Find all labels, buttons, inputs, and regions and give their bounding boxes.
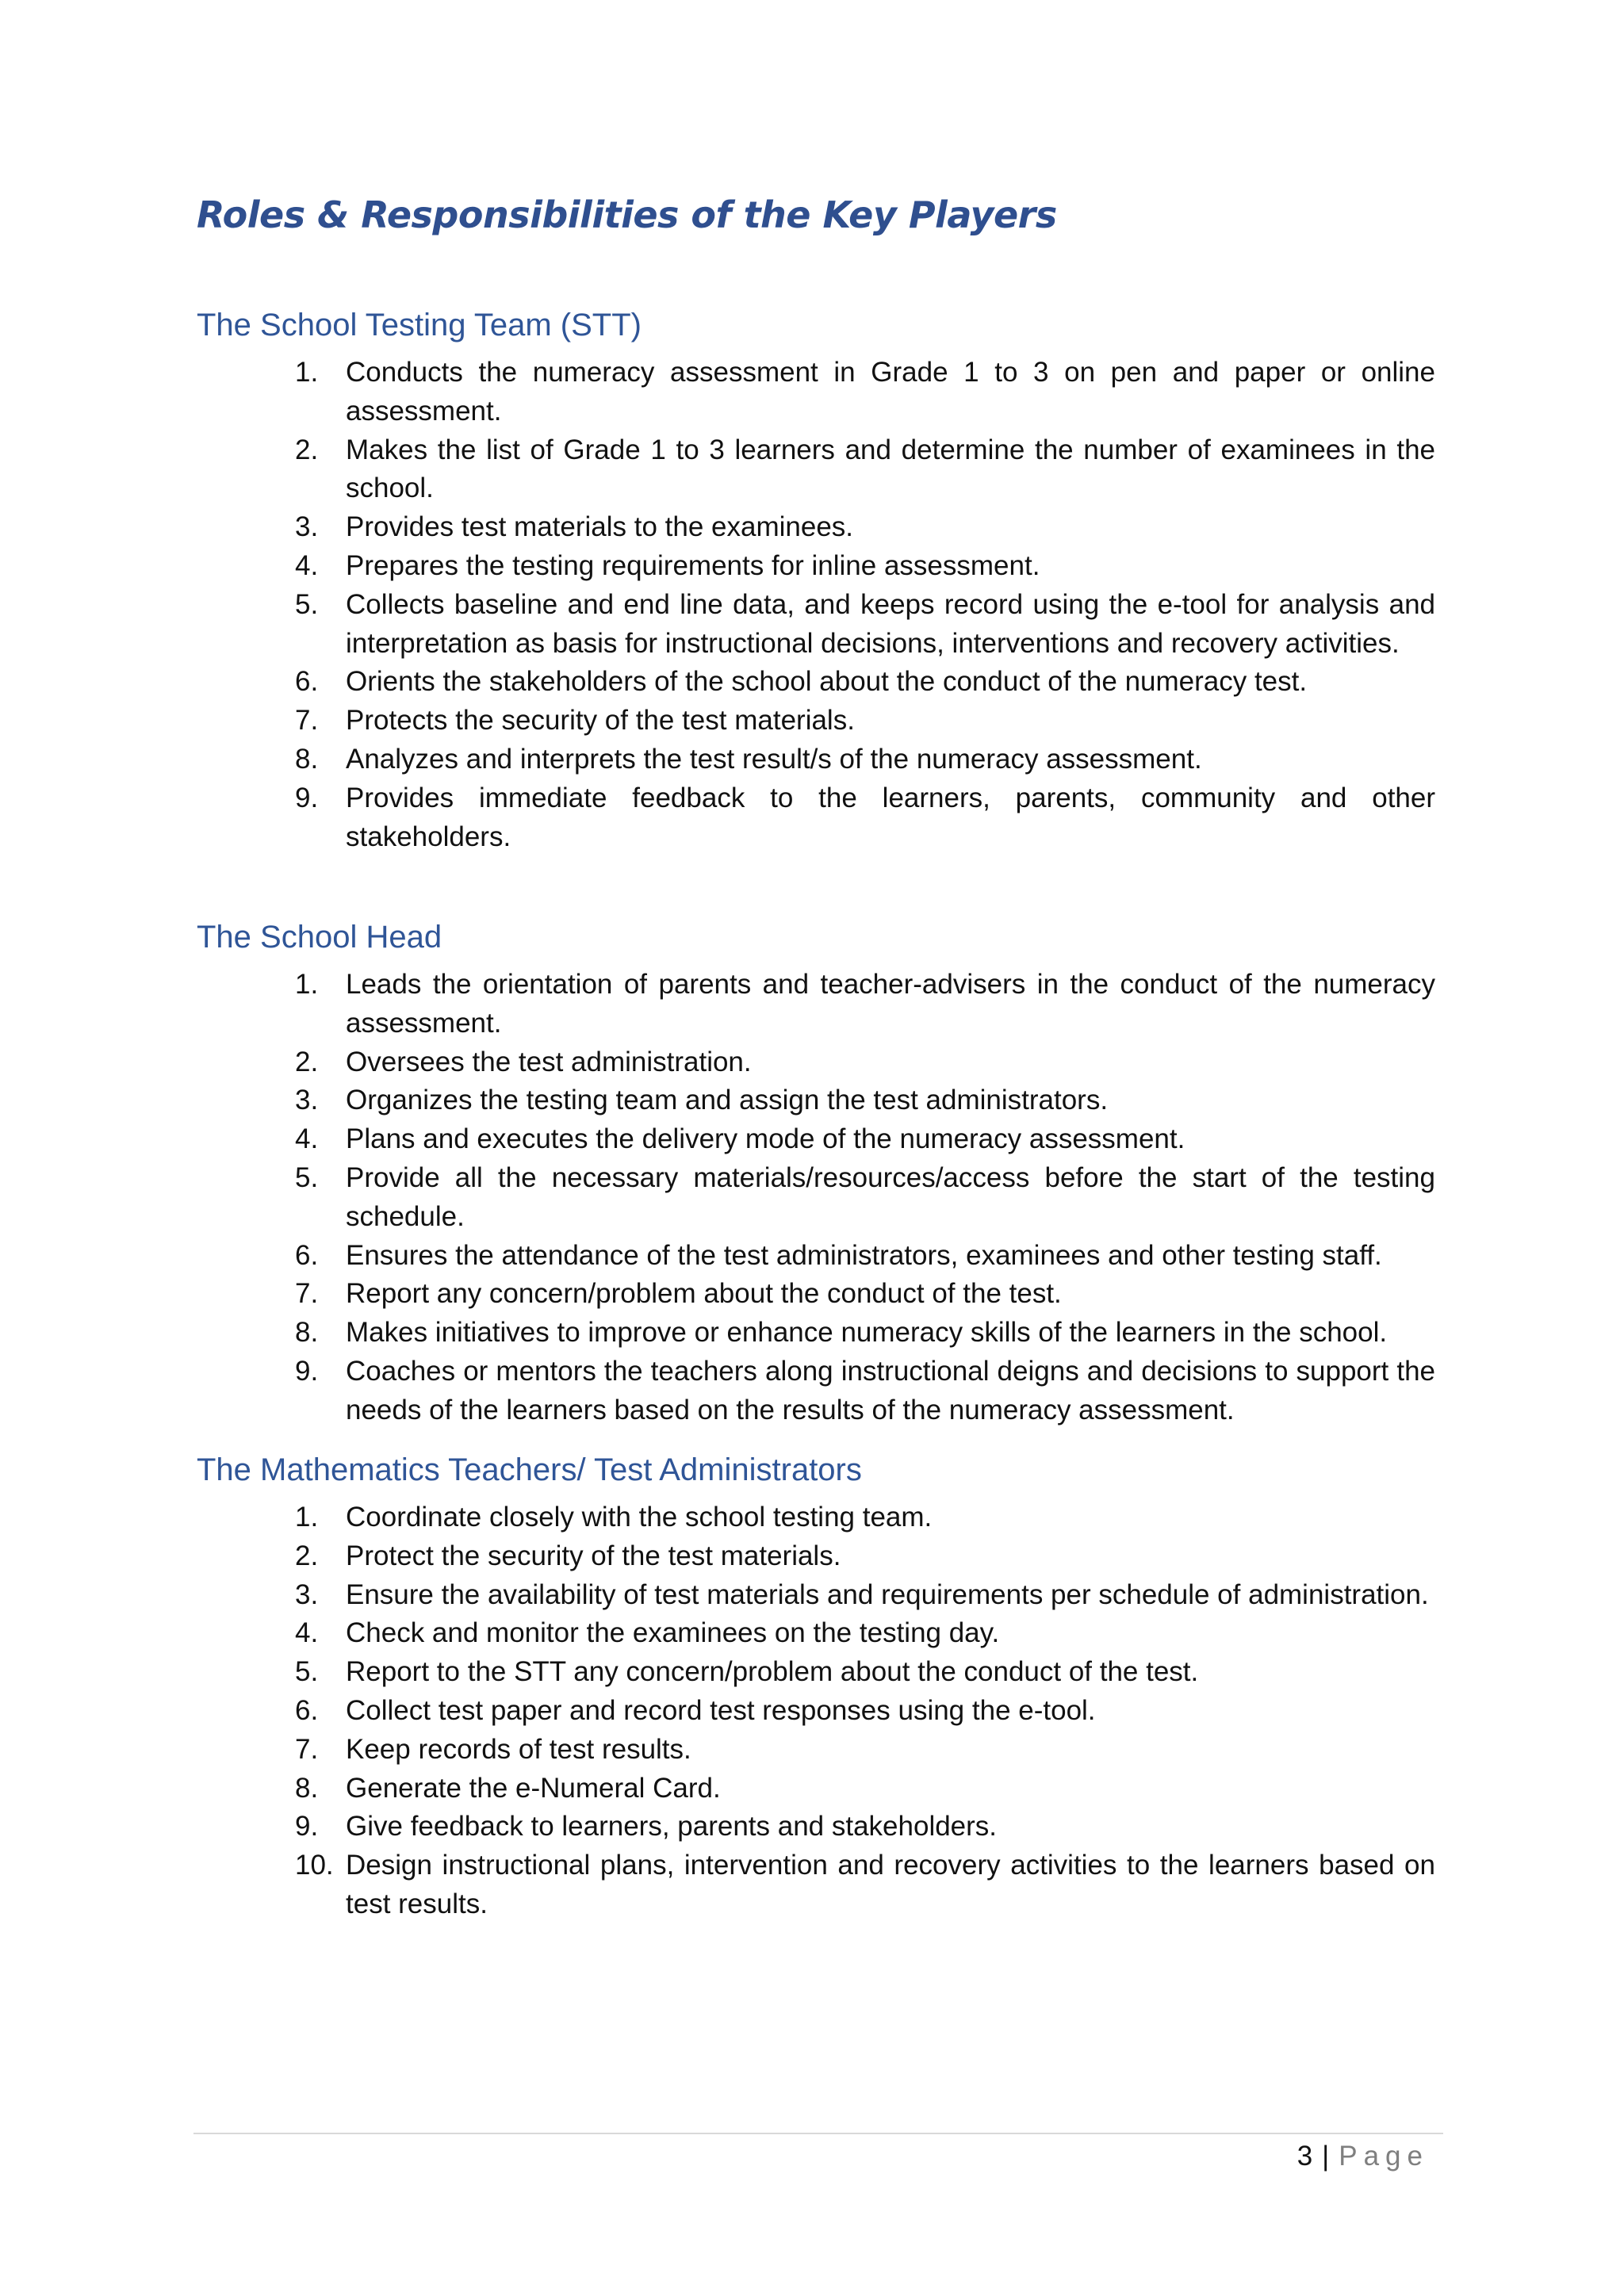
list-item <box>0 1808 1624 1846</box>
item-number: 5. <box>295 588 319 620</box>
item-text: Provides test materials to the examinees. <box>346 511 854 543</box>
section-heading: The School Head <box>197 920 442 955</box>
item-text: Collects baseline and end line data, and keeps record using the e-tool for analysis and interpretation as basis for instructional decisions, interventions and recovery activities. <box>346 588 1435 659</box>
item-number: 6. <box>295 666 319 698</box>
item-text: Coaches or mentors the teachers along instructional deigns and decisions to support the needs of the learners based on the results of the numeracy assessment. <box>346 1355 1435 1425</box>
list-item <box>0 1120 1624 1159</box>
item-text: Oversees the test administration. <box>346 1046 752 1077</box>
item-text: Ensures the attendance of the test administrators, examinees and other testing staff. <box>346 1239 1382 1271</box>
item-text: Conducts the numeracy assessment in Grade 1 to 3 on pen and paper or online assessment. <box>346 357 1435 427</box>
item-number: 9. <box>295 782 319 813</box>
item-number: 8. <box>295 743 319 775</box>
list-item <box>0 1846 1624 1924</box>
responsibility-list <box>0 1498 1624 1924</box>
page-label: Page <box>1339 2141 1429 2172</box>
item-number: 10. <box>295 1850 334 1881</box>
item-number: 7. <box>295 1278 319 1310</box>
item-number: 8. <box>295 1317 319 1349</box>
list-item <box>0 1237 1624 1276</box>
item-number: 9. <box>295 1811 319 1843</box>
item-number: 4. <box>295 549 319 581</box>
page-separator: | <box>1322 2141 1330 2172</box>
item-number: 3. <box>295 511 319 543</box>
item-text: Makes initiatives to improve or enhance numeracy skills of the learners in the school. <box>346 1317 1388 1349</box>
item-text: Generate the e-Numeral Card. <box>346 1772 721 1804</box>
list-item <box>0 1653 1624 1692</box>
item-number: 8. <box>295 1772 319 1804</box>
list-item <box>0 586 1624 664</box>
responsibility-list <box>0 966 1624 1430</box>
item-text: Protect the security of the test materials. <box>346 1540 841 1571</box>
item-number: 5. <box>295 1161 319 1193</box>
list-item <box>0 740 1624 779</box>
item-text: Protects the security of the test materials. <box>346 705 855 737</box>
item-number: 1. <box>295 969 319 1000</box>
item-number: 7. <box>295 1733 319 1765</box>
responsibility-list <box>0 354 1624 856</box>
item-number: 4. <box>295 1123 319 1155</box>
page-footer <box>1297 2141 1429 2172</box>
item-number: 2. <box>295 434 319 465</box>
item-number: 6. <box>295 1694 319 1726</box>
item-number: 3. <box>295 1085 319 1116</box>
item-text: Provide all the necessary materials/resources/access before the start of the testing schedule. <box>346 1161 1435 1232</box>
item-text: Design instructional plans, intervention and recovery activities to the learners based on test results. <box>346 1850 1435 1919</box>
section-heading: The Mathematics Teachers/ Test Administrators <box>197 1452 862 1487</box>
item-number: 9. <box>295 1355 319 1387</box>
item-number: 6. <box>295 1239 319 1271</box>
list-item <box>0 354 1624 431</box>
list-item <box>0 1081 1624 1120</box>
item-number: 5. <box>295 1656 319 1688</box>
item-text: Plans and executes the delivery mode of the numeracy assessment. <box>346 1123 1185 1155</box>
list-item <box>0 1314 1624 1353</box>
list-item <box>0 702 1624 740</box>
list-item <box>0 1353 1624 1430</box>
page-title: Roles & Responsibilities of the Key Players <box>197 193 1057 236</box>
list-item <box>0 1275 1624 1314</box>
list-item <box>0 1576 1624 1615</box>
item-text: Collect test paper and record test responses using the e-tool. <box>346 1694 1096 1726</box>
list-item <box>0 779 1624 857</box>
list-item <box>0 1614 1624 1653</box>
section-heading: The School Testing Team (STT) <box>197 308 642 342</box>
item-number: 2. <box>295 1540 319 1571</box>
item-number: 4. <box>295 1617 319 1649</box>
list-item <box>0 431 1624 509</box>
footer-divider <box>193 2133 1443 2134</box>
item-text: Keep records of test results. <box>346 1733 691 1765</box>
item-text: Orients the stakeholders of the school about the conduct of the numeracy test. <box>346 666 1308 698</box>
item-text: Prepares the testing requirements for inline assessment. <box>346 549 1040 581</box>
item-text: Coordinate closely with the school testing team. <box>346 1502 933 1533</box>
list-item <box>0 1770 1624 1808</box>
item-text: Analyzes and interprets the test result/s of the numeracy assessment. <box>346 743 1202 775</box>
list-item <box>0 1043 1624 1082</box>
item-number: 1. <box>295 357 319 388</box>
list-item <box>0 508 1624 547</box>
list-item <box>0 547 1624 586</box>
item-number: 7. <box>295 705 319 737</box>
item-number: 3. <box>295 1578 319 1610</box>
item-text: Check and monitor the examinees on the testing day. <box>346 1617 1000 1649</box>
item-text: Organizes the testing team and assign the test administrators. <box>346 1085 1109 1116</box>
item-text: Leads the orientation of parents and teacher-advisers in the conduct of the numeracy assessment. <box>346 969 1435 1039</box>
list-item <box>0 1159 1624 1237</box>
item-text: Provides immediate feedback to the learners, parents, community and other stakeholders. <box>346 782 1435 852</box>
item-number: 1. <box>295 1502 319 1533</box>
item-text: Give feedback to learners, parents and stakeholders. <box>346 1811 998 1843</box>
list-item <box>0 1498 1624 1537</box>
list-item <box>0 966 1624 1043</box>
list-item <box>0 663 1624 702</box>
item-text: Report to the STT any concern/problem about the conduct of the test. <box>346 1656 1199 1688</box>
item-text: Ensure the availability of test materials and requirements per schedule of administration. <box>346 1578 1429 1610</box>
item-text: Report any concern/problem about the conduct of the test. <box>346 1278 1062 1310</box>
item-number: 2. <box>295 1046 319 1077</box>
list-item <box>0 1692 1624 1731</box>
item-text: Makes the list of Grade 1 to 3 learners and determine the number of examinees in the school. <box>346 434 1435 504</box>
list-item <box>0 1537 1624 1576</box>
list-item <box>0 1731 1624 1770</box>
page-number: 3 <box>1297 2141 1313 2172</box>
